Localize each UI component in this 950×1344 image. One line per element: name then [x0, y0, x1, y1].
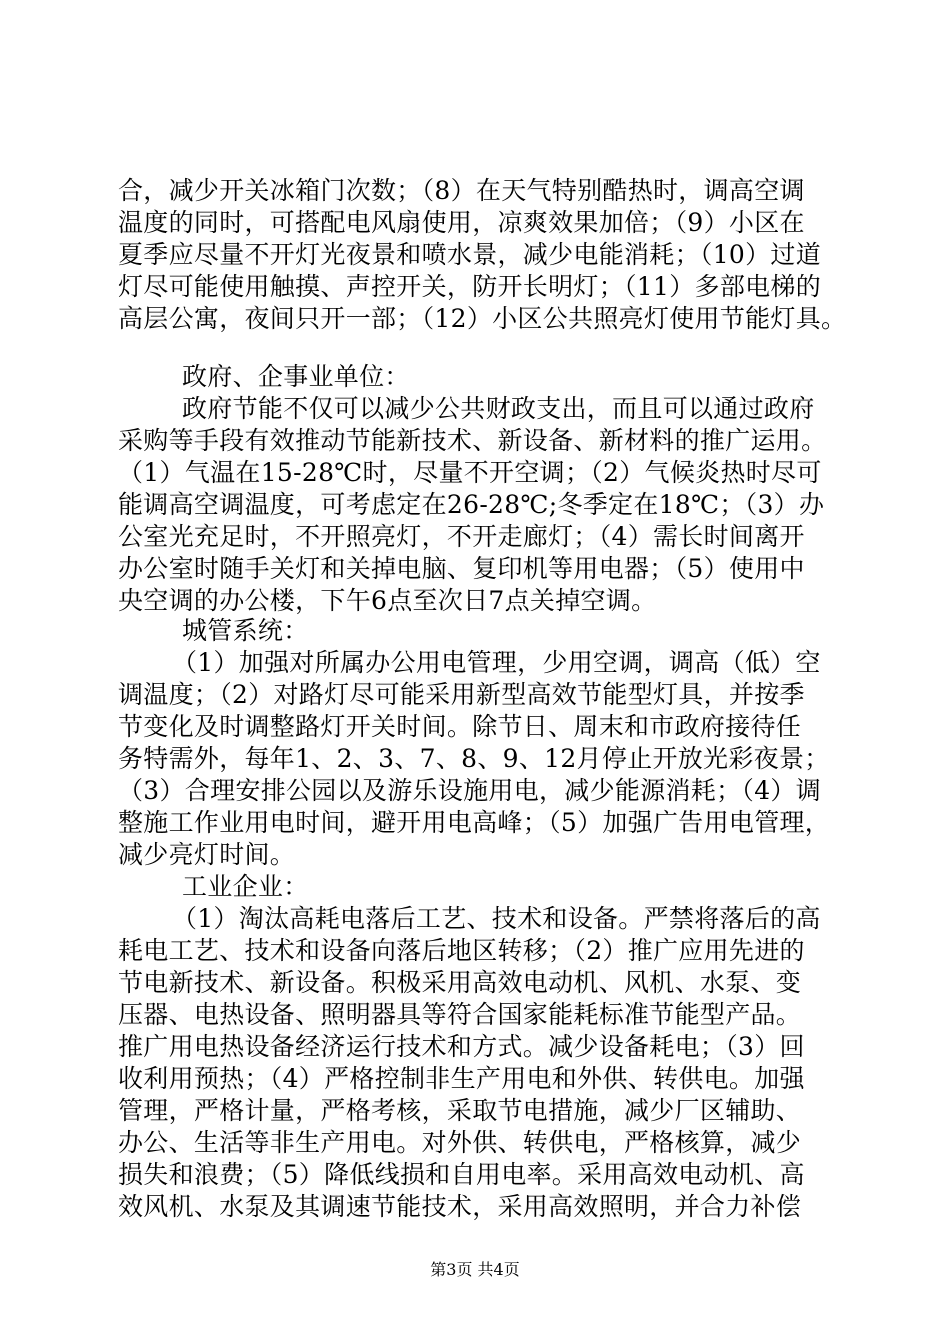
text-line: 效风机、水泵及其调速节能技术，采用高效照明，并合力补偿: [118, 1192, 802, 1221]
text-line: 节变化及时调整路灯开关时间。除节日、周末和市政府接待任: [118, 712, 802, 741]
text-line: 合，减少开关冰箱门次数；（8）在天气特别酷热时，调高空调: [118, 176, 805, 205]
text-line: 温度的同时，可搭配电风扇使用，凉爽效果加倍；（9）小区在: [118, 208, 805, 237]
text-line: （1）气温在15-28℃时，尽量不开空调；（2）气候炎热时尽可: [118, 458, 822, 487]
text-line: 公室光充足时，不开照亮灯，不开走廊灯；（4）需长时间离开: [118, 522, 805, 551]
section-heading: 城管系统：: [182, 616, 309, 645]
text-line: 采购等手段有效推动节能新技术、新设备、新材料的推广运用。: [118, 426, 827, 455]
text-line: 压器、电热设备、照明器具等符合国家能耗标准节能型产品。: [118, 1000, 802, 1029]
text-line: （3）合理安排公园以及游乐设施用电，减少能源消耗；（4）调: [118, 776, 822, 805]
text-line: 调温度；（2）对路灯尽可能采用新型高效节能型灯具，并按季: [118, 680, 805, 709]
text-line: 务特需外，每年1、2、3、7、8、9、12月停止开放光彩夜景；: [118, 744, 830, 773]
text-line: 政府节能不仅可以减少公共财政支出，而且可以通过政府: [182, 394, 815, 423]
text-line: 高层公寓，夜间只开一部；（12）小区公共照亮灯使用节能灯具。: [118, 304, 847, 333]
text-line: 办公、生活等非生产用电。对外供、转供电，严格核算，减少: [118, 1128, 802, 1157]
text-line: 管理，严格计量，严格考核，采取节电措施，减少厂区辅助、: [118, 1096, 802, 1125]
text-line: 能调高空调温度，可考虑定在26-28℃;冬季定在18℃；（3）办: [118, 490, 825, 519]
text-line: （1）加强对所属办公用电管理，少用空调，调高（低）空: [172, 648, 821, 677]
text-line: 耗电工艺、技术和设备向落后地区转移；（2）推广应用先进的: [118, 936, 805, 965]
text-line: 减少亮灯时间。: [118, 840, 296, 869]
section-heading: 工业企业：: [182, 872, 309, 901]
text-line: 央空调的办公楼，下午6点至次日7点关掉空调。: [118, 586, 657, 615]
text-line: 办公室时随手关灯和关掉电脑、复印机等用电器；（5）使用中: [118, 554, 805, 583]
text-line: 收利用预热；（4）严格控制非生产用电和外供、转供电。加强: [118, 1064, 805, 1093]
text-line: 节电新技术、新设备。积极采用高效电动机、风机、水泵、变: [118, 968, 802, 997]
text-line: 整施工作业用电时间，避开用电高峰；（5）加强广告用电管理，: [118, 808, 831, 837]
page-footer: 第3页 共4页: [430, 1260, 520, 1279]
text-line: 夏季应尽量不开灯光夜景和喷水景，减少电能消耗；（10）过道: [118, 240, 822, 269]
text-line: （1）淘汰高耗电落后工艺、技术和设备。严禁将落后的高: [172, 904, 821, 933]
text-line: 损失和浪费；（5）降低线损和自用电率。采用高效电动机、高: [118, 1160, 805, 1189]
text-line: 推广用电热设备经济运行技术和方式。减少设备耗电；（3）回: [118, 1032, 805, 1061]
text-line: 灯尽可能使用触摸、声控开关，防开长明灯；（11）多部电梯的: [118, 272, 822, 301]
section-heading: 政府、企事业单位：: [182, 362, 410, 391]
